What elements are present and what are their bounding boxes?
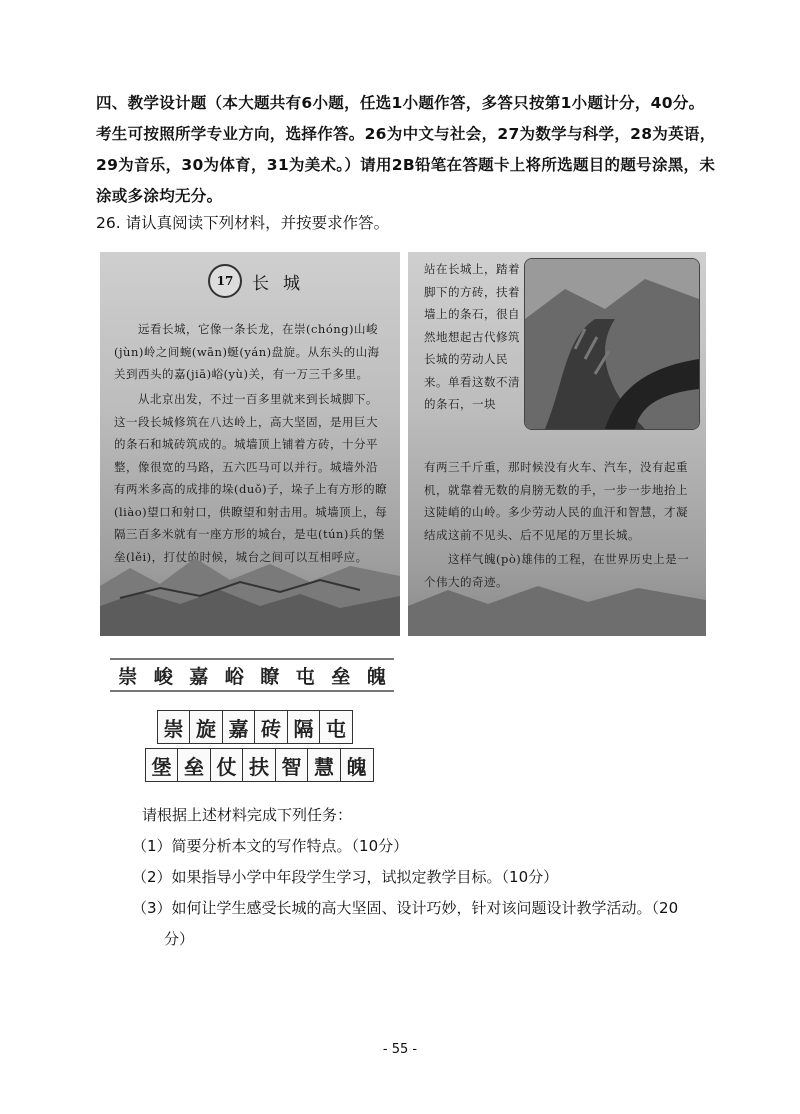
char-grid-cell: 慧: [307, 748, 341, 782]
lesson-paragraph-3-end: 有两三千斤重，那时候没有火车、汽车，没有起重机，就靠着无数的肩膀无数的手，一步一步地抬上这陡峭的山岭。多少劳动人民的血汗和智慧，才凝结成这前不见头、后不见尾的万里长城。: [424, 460, 688, 542]
char-grid-cell: 垒: [177, 748, 211, 782]
mountain-silhouette: [408, 576, 706, 636]
char-strip-item: 魄: [366, 665, 386, 688]
char-strip-item: 屯: [295, 665, 315, 688]
lesson-paragraph-3-start: 站在长城上，踏着脚下的方砖，扶着墙上的条石，很自然地想起古代修筑长城的劳动人民来。单看这数不清的条石，一块: [424, 262, 520, 411]
char-grid-cell: 隔: [287, 710, 321, 744]
char-grid-cell: 魄: [340, 748, 374, 782]
great-wall-photo: [524, 258, 700, 430]
char-grid-cell: 嘉: [222, 710, 256, 744]
char-grid-cell: 仗: [210, 748, 244, 782]
char-strip-item: 瞭: [260, 665, 280, 688]
mountain-wall-illustration: [100, 546, 400, 636]
task-item-2: （2）如果指导小学中年段学生学习，试拟定教学目标。（10分）: [132, 868, 559, 886]
lesson-title: 长城: [252, 273, 314, 294]
char-strip-item: 峪: [224, 665, 244, 688]
task-list: [132, 800, 732, 955]
task-item-3-line-1: （3）如何让学生感受长城的高大坚固、设计巧妙，针对该问题设计教学活动。（20: [132, 899, 679, 917]
char-grid-cell: 崇: [157, 710, 191, 744]
lesson-number-badge: 17: [208, 264, 242, 298]
section-instructions: 四、教学设计题（本大题共有6小题，任选1小题作答，多答只按第1小题计分，40分。考生可按照所学专业方向，选择作答。26为中文与社会，27为数学与科学，28为英语，29为音乐，30为体育，31为美术。）请用2B铅笔在答题卡上将所选题目的题号涂黑，未涂或多涂均无分。: [96, 94, 716, 205]
char-grid-cell: 旋: [189, 710, 223, 744]
lesson-paragraph-4: 这样气魄(pò)雄伟的工程，在世界历史上是一个伟大的奇迹。: [424, 552, 690, 589]
lesson-header: [208, 264, 314, 298]
task-item-3-line-2: 分）: [164, 930, 195, 948]
lesson-paragraph-1: 远看长城，它像一条长龙，在崇(chóng)山峻(jùn)岭之间蜿(wān)蜒(yán)盘旋。从东头的山海关到西头的嘉(jiā)峪(yù)关，有一万三千多里。: [114, 322, 380, 381]
char-strip-item: 嘉: [189, 665, 209, 688]
char-strip-item: 崇: [118, 665, 138, 688]
task-item-3: [132, 893, 732, 955]
new-character-strip: [110, 658, 394, 692]
task-item-1: （1）简要分析本文的写作特点。（10分）: [132, 837, 409, 855]
char-strip-item: 垒: [331, 665, 351, 688]
writing-character-grid: [146, 710, 374, 782]
char-grid-cell: 智: [275, 748, 309, 782]
char-grid-cell: 堡: [145, 748, 179, 782]
char-strip-item: 峻: [153, 665, 173, 688]
char-grid-row-2: [146, 748, 374, 782]
char-grid-row-1: [158, 710, 386, 744]
char-grid-cell: 扶: [242, 748, 276, 782]
textbook-left-panel: [100, 252, 400, 636]
char-grid-cell: 屯: [319, 710, 353, 744]
lesson-paragraph-2: 从北京出发，不过一百多里就来到长城脚下。这一段长城修筑在八达岭上，高大坚固，是用巨大的条石和城砖筑成的。城墙顶上铺着方砖，十分平整，像很宽的马路，五六匹马可以并行。城墙外沿有两米多高的成排的垛(duǒ)子，垛子上有方形的瞭(liào)望口和射口，供瞭望和射击用。城墙顶上，每隔三百多米就有一座方形的城台，是屯(tún)兵的堡垒(lěi)，打仗的时候，城台之间可以互相呼应。: [114, 392, 388, 564]
page-number: - 55 -: [382, 1042, 418, 1057]
task-heading: 请根据上述材料完成下列任务：: [142, 806, 353, 824]
textbook-right-panel: [408, 252, 706, 636]
char-grid-cell: 砖: [254, 710, 288, 744]
question-prompt: 26. 请认真阅读下列材料，并按要求作答。: [96, 214, 390, 232]
textbook-page-image: [100, 252, 706, 636]
